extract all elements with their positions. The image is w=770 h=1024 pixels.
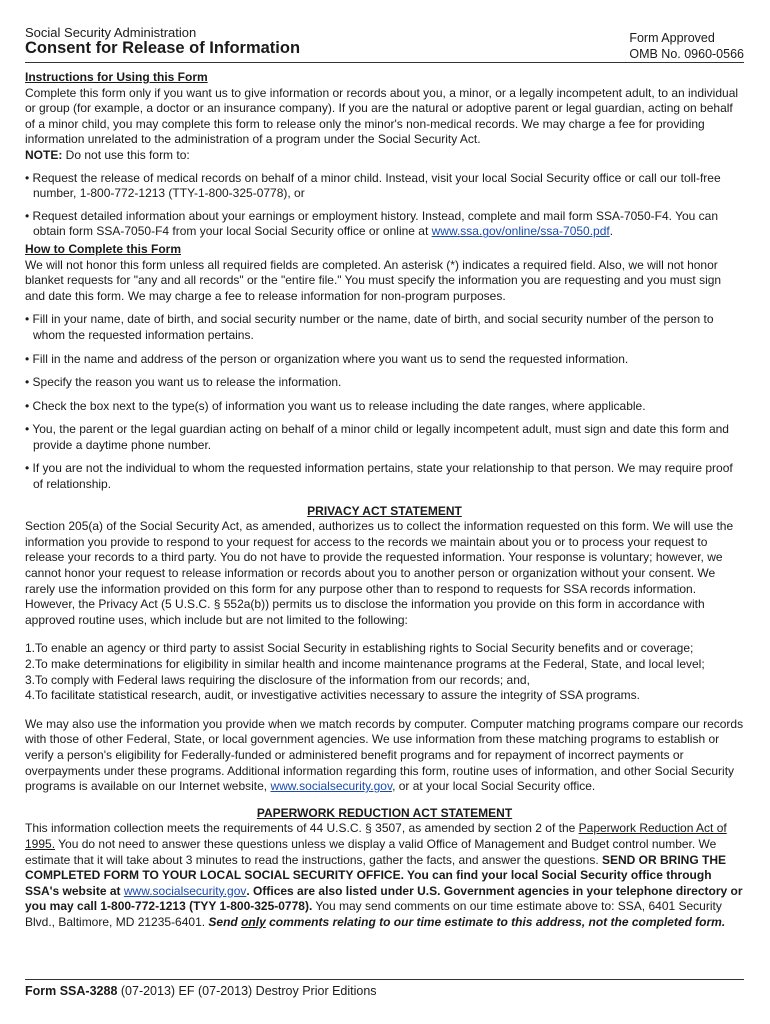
note-label: NOTE: <box>25 147 63 162</box>
paperwork-text-2: You do not need to answer these questions unless we display a valid Office of Management and Budget control number. We estimate that it will take about 3 minutes to read the instructions, gather the facts, and answer the questions. <box>25 836 717 867</box>
how-to-bullet: • If you are not the individual to whom the requested information pertains, state your relationship to that person. We may require proof of relationship. <box>25 461 733 492</box>
paperwork-paragraph <box>25 821 744 930</box>
form-number: Form SSA-3288 <box>25 984 118 998</box>
socialsecurity-link-2[interactable]: www.socialsecurity.gov <box>123 883 247 898</box>
privacy-heading: PRIVACY ACT STATEMENT <box>307 503 462 518</box>
instructions-intro: Complete this form only if you want us to give information or records about you, a minor, or a legally incompetent adult, to an individual or group (for example, a doctor or an insurance company). If you are the natural or adoptive parent or legal guardian, acting on behalf of a minor child, you may complete this form to release only the minor's non-medical records. We may charge a fee for providing information unrelated to the administration of a program under the Social Security Act. <box>25 85 739 147</box>
form-edition: (07-2013) EF (07-2013) Destroy Prior Editions <box>117 984 377 998</box>
ssa-7050-link[interactable]: www.ssa.gov/online/ssa-7050.pdf <box>431 224 610 239</box>
header-divider <box>25 62 744 63</box>
form-page <box>25 24 744 998</box>
routine-use-item: 1.To enable an agency or third party to assist Social Security in establishing rights to Social Security benefits and or coverage; <box>25 641 694 656</box>
matching-text: We may also use the information you provide when we match records by computer. Computer matching programs compare our records with those of other Federal, State, or local government agencies. We use information from these matching programs to establish or verify a person's eligibility for Federally-funded or administered benefit programs and for repayment of incorrect payments or overpayments under these programs. Additional information regarding this form, routine uses of information, and other Social Security programs is available on our Internet website, <box>25 716 744 794</box>
routine-use-item: 3.To comply with Federal laws requiring the disclosure of the information from our records; and, <box>25 672 530 687</box>
omb-approval <box>629 30 744 62</box>
how-to-intro: We will not honor this form unless all required fields are completed. An asterisk (*) indicates a required field. Also, we will not honor blanket requests for "any and all records" or the "entire file." You must specify the information you are requesting and you must sign and date this form. We may charge a fee to release information for non-program purposes. <box>25 257 722 303</box>
how-to-bullet: • Fill in the name and address of the person or organization where you want us to send the requested information. <box>25 351 629 366</box>
how-to-bullet: • Fill in your name, date of birth, and social security number or the name, date of birth, and social security number of the person to whom the requested information pertains. <box>25 312 714 342</box>
how-to-bullet: • Check the box next to the type(s) of information you want us to release including the date ranges, where applicable. <box>25 398 646 413</box>
routine-use-item: 2.To make determinations for eligibility in similar health and income maintenance programs at the Federal, State, and local level; <box>25 657 705 671</box>
paperwork-send-only: Send <box>208 914 242 929</box>
agency-name: Social Security Administration <box>25 25 197 40</box>
privacy-paragraph: Section 205(a) of the Social Security Act, as amended, authorizes us to collect the information requested on this form. We will use the information you provide to respond to your request for access to the records we maintain about you or to process your request to release your records to a third party. You do not have to provide the requested information. Your response is voluntary; however, we cannot honor your request to release information or records about you to another person or organization without your consent. We rarely use the information provided on this form for any purpose other than to respond to requests for SSA records information. However, the Privacy Act (5 U.S.C. § 552a(b)) permits us to disclose the information you provide on this form in accordance with approved routine uses, which include but are not limited to the following: <box>25 519 734 627</box>
form-header <box>25 24 744 68</box>
paperwork-final-text: comments relating to our time estimate to this address, not the completed form. <box>265 914 726 929</box>
form-body <box>25 70 744 931</box>
routine-use-item: 4.To facilitate statistical research, audit, or investigative activities necessary to assure the integrity of SSA programs. <box>25 688 640 703</box>
how-to-bullet: • Specify the reason you want us to release the information. <box>25 375 342 390</box>
socialsecurity-link[interactable]: www.socialsecurity.gov <box>270 779 393 794</box>
paperwork-heading: PAPERWORK REDUCTION ACT STATEMENT <box>256 805 513 820</box>
instruction-bullet: • Request the release of medical records on behalf of a minor child. Instead, visit your local Social Security office or call our toll-free number, 1-800-772-1213 (TTY-1-800-325-0778), or <box>25 170 721 201</box>
matching-end: , or at your local Social Security office. <box>392 779 596 794</box>
how-to-bullet: • You, the parent or the legal guardian acting on behalf of a minor child or legally incompetent adult, must sign and date this form and provide a daytime phone number. <box>25 422 729 452</box>
instruction-bullet <box>25 209 744 240</box>
approval-line-2: OMB No. 0960-0566 <box>629 47 744 61</box>
paperwork-text-1: This information collection meets the requirements of 44 U.S.C. § 3507, as amended by section 2 of the <box>25 821 579 836</box>
footer-divider <box>25 979 744 980</box>
paperwork-send-instruction: SEND OR BRING THE COMPLETED FORM TO YOUR LOCAL SOCIAL SECURITY OFFICE. You can find your local Social Security office through SSA's website at <box>25 852 726 898</box>
approval-line-1: Form Approved <box>629 31 715 45</box>
instructions-heading: Instructions for Using this Form <box>25 70 208 84</box>
matching-paragraph <box>25 717 744 795</box>
paperwork-act-name: Paperwork Reduction Act of 1995. <box>25 821 727 851</box>
routine-uses-list <box>25 641 744 703</box>
form-title: Consent for Release of Information <box>25 39 301 57</box>
note-text: Do not use this form to: <box>62 147 190 162</box>
form-footer <box>25 984 377 1000</box>
paperwork-only-word: only <box>241 914 266 929</box>
bullet-text: • Request detailed information about your earnings or employment history. Instead, complete and mail form SSA-7050-F4. You can obtain form SSA-7050-F4 from your local Social Security office or online at <box>25 208 719 239</box>
how-to-heading: How to Complete this Form <box>25 241 181 256</box>
paperwork-offices-text: . Offices are also listed under U.S. Government agencies in your telephone directory or you may call 1-800-772-1213 (TYY 1-800-325-0778). <box>25 883 743 914</box>
bullet-end: . <box>609 224 614 239</box>
note <box>25 148 744 164</box>
paperwork-comments-text: You may send comments on our time estimate above to: SSA, 6401 Security Blvd., Baltimore, MD 21235-6401. <box>25 899 722 929</box>
